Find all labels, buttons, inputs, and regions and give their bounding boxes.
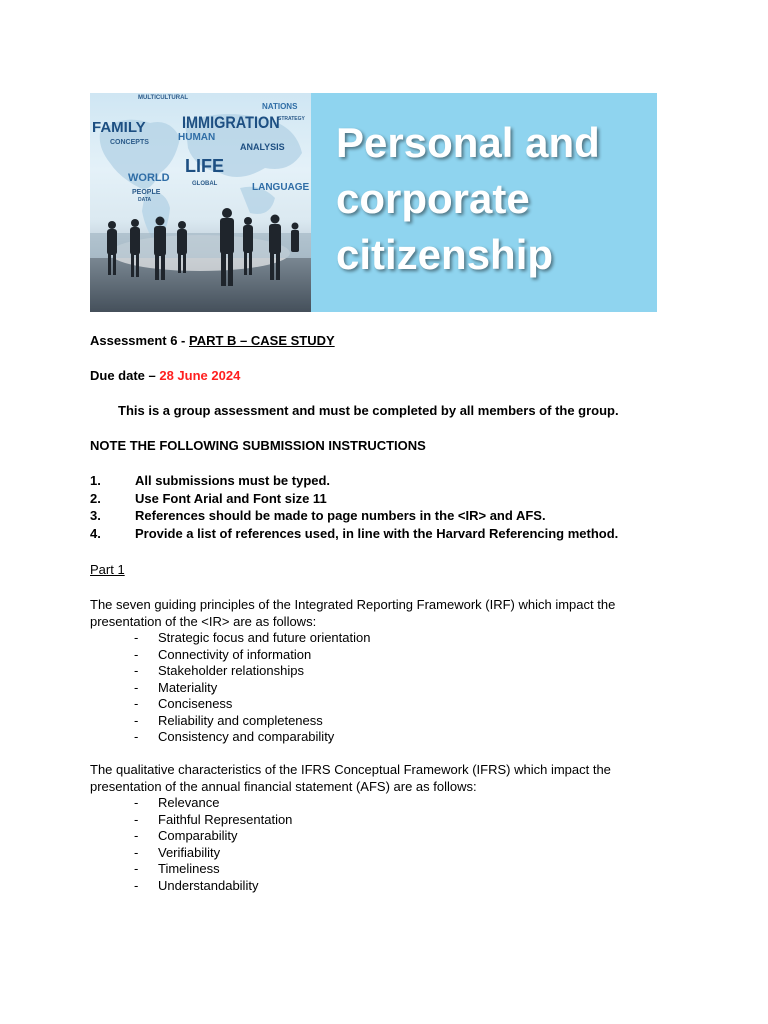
due-date-value: 28 June 2024 (159, 368, 241, 383)
banner-title-panel (311, 93, 657, 312)
list-dash: - (134, 663, 139, 678)
list-item-text: Connectivity of information (158, 646, 312, 662)
irf-principles-list (90, 630, 680, 746)
list-dash: - (134, 828, 139, 843)
instruction-item (90, 525, 618, 543)
list-item-text: Understandability (158, 877, 259, 893)
list-item (90, 795, 680, 812)
submission-instructions-list (90, 472, 618, 542)
list-item (90, 861, 680, 878)
list-dash: - (134, 811, 139, 827)
instruction-item (90, 507, 618, 525)
word-people: PEOPLE (132, 189, 161, 196)
submission-instructions-heading: NOTE THE FOLLOWING SUBMISSION INSTRUCTIONS (90, 438, 426, 453)
list-item (90, 828, 680, 845)
list-dash: - (134, 861, 139, 876)
instruction-item (90, 472, 618, 490)
list-item-text: Faithful Representation (158, 811, 293, 827)
assessment-prefix: Assessment 6 - (90, 333, 189, 348)
list-dash: - (134, 646, 139, 662)
list-item-text: Conciseness (158, 696, 233, 711)
instruction-number: 3. (90, 508, 101, 523)
instruction-text: All submissions must be typed. (135, 473, 331, 488)
instruction-number: 4. (90, 525, 101, 541)
list-dash: - (134, 844, 139, 860)
word-language: LANGUAGE (252, 182, 310, 193)
group-assessment-note: This is a group assessment and must be completed by all members of the group. (118, 403, 619, 418)
list-dash: - (134, 712, 139, 728)
list-item (90, 729, 680, 746)
instruction-item (90, 490, 618, 508)
word-immigration: IMMIGRATION (182, 113, 280, 132)
irf-intro: The seven guiding principles of the Integrated Reporting Framework (IRF) which impact the presentation of the <IR> are as follows: (90, 597, 616, 629)
word-concepts: CONCEPTS (110, 139, 149, 146)
list-item (90, 878, 680, 895)
list-dash: - (134, 795, 139, 810)
assessment-heading (90, 332, 335, 349)
list-item-text: Consistency and comparability (158, 729, 335, 744)
word-world: WORLD (128, 172, 170, 184)
due-date-label: Due date – (90, 368, 160, 383)
word-human: HUMAN (178, 132, 216, 143)
word-life: LIFE (185, 156, 224, 176)
word-strategy: STRATEGY (278, 116, 305, 122)
word-nations: NATIONS (262, 102, 298, 111)
list-item-text: Reliability and completeness (158, 712, 323, 728)
irf-section (90, 597, 680, 746)
immigration-word-cloud-image (90, 93, 311, 312)
due-date-line (90, 367, 240, 384)
instruction-number: 2. (90, 490, 101, 506)
list-item-text: Relevance (158, 795, 220, 810)
ifrs-section (90, 762, 680, 894)
list-dash: - (134, 877, 139, 893)
list-item (90, 680, 680, 697)
instruction-text: Use Font Arial and Font size 11 (135, 490, 327, 506)
list-item (90, 647, 680, 664)
header-banner (90, 93, 657, 312)
list-dash: - (134, 679, 139, 695)
list-dash: - (134, 729, 139, 744)
list-item-text: Comparability (158, 828, 238, 843)
list-item-text: Stakeholder relationships (158, 663, 304, 678)
part-1-heading: Part 1 (90, 562, 125, 577)
instruction-text: References should be made to page numbers in the <IR> and AFS. (135, 508, 546, 523)
list-item-text: Materiality (158, 679, 218, 695)
list-item (90, 663, 680, 680)
ifrs-intro: The qualitative characteristics of the IFRS Conceptual Framework (IFRS) which impact the presentation of the annual financial statement (AFS) are as follows: (90, 762, 611, 794)
instruction-number: 1. (90, 473, 101, 488)
banner-title-line-3: citizenship (336, 231, 554, 278)
banner-title-line-1: Personal and (336, 119, 600, 166)
word-family: FAMILY (92, 119, 146, 136)
list-item (90, 713, 680, 730)
ifrs-characteristics-list (90, 795, 680, 894)
word-global: GLOBAL (192, 181, 218, 187)
list-item-text: Timeliness (158, 861, 220, 876)
word-analysis: ANALYSIS (240, 142, 285, 152)
word-data: DATA (138, 197, 152, 203)
banner-title-line-2: corporate (336, 175, 530, 222)
list-item (90, 812, 680, 829)
instruction-text: Provide a list of references used, in line with the Harvard Referencing method. (135, 525, 619, 541)
list-item-text: Strategic focus and future orientation (158, 630, 371, 645)
assessment-part: PART B – CASE STUDY (189, 333, 335, 348)
banner-title (336, 115, 600, 283)
list-item (90, 630, 680, 647)
list-item (90, 696, 680, 713)
list-dash: - (134, 630, 139, 645)
list-dash: - (134, 696, 139, 711)
list-item (90, 845, 680, 862)
list-item-text: Verifiability (158, 844, 221, 860)
word-multicultural: MULTICULTURAL (138, 95, 189, 101)
